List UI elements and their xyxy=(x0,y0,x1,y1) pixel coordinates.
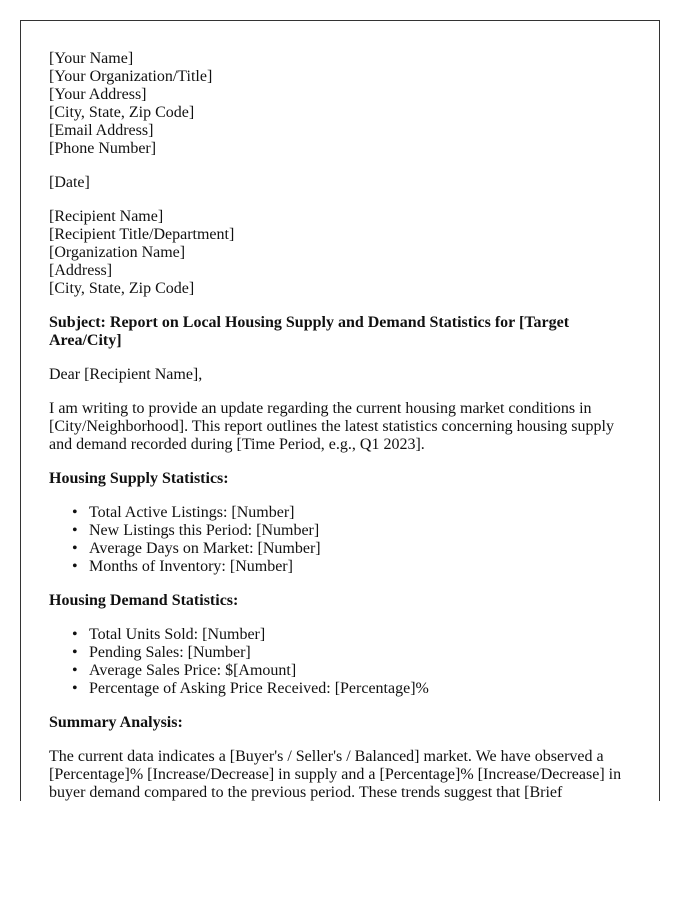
sender-address: [Your Address] xyxy=(49,86,147,103)
recipient-block xyxy=(49,208,639,298)
bullet-icon: • xyxy=(72,644,78,661)
intro-paragraph: I am writing to provide an update regarding the current housing market conditions in [City/Neighborhood]. This report outlines the latest statistics concerning housing supply and demand recorded during [Time Period, e.g., Q1 2023]. xyxy=(49,400,614,453)
list-item xyxy=(72,558,639,576)
list-item xyxy=(72,522,639,540)
subject-line: Subject: Report on Local Housing Supply and Demand Statistics for [Target Area/City] xyxy=(49,314,570,349)
demand-heading: Housing Demand Statistics: xyxy=(49,592,239,609)
sender-email: [Email Address] xyxy=(49,122,154,139)
bullet-icon: • xyxy=(72,680,78,697)
letter-date: [Date] xyxy=(49,174,90,191)
sender-block xyxy=(49,50,639,158)
supply-heading: Housing Supply Statistics: xyxy=(49,470,229,487)
list-item-text: Average Sales Price: $[Amount] xyxy=(89,662,297,679)
sender-organization: [Your Organization/Title] xyxy=(49,68,213,85)
bullet-icon: • xyxy=(72,504,78,521)
recipient-name: [Recipient Name] xyxy=(49,208,164,225)
recipient-organization: [Organization Name] xyxy=(49,244,186,261)
salutation: Dear [Recipient Name], xyxy=(49,366,203,383)
list-item-text: Total Units Sold: [Number] xyxy=(89,626,266,643)
summary-heading: Summary Analysis: xyxy=(49,714,183,731)
letter-content xyxy=(49,50,639,801)
bullet-icon: • xyxy=(72,626,78,643)
summary-paragraph: The current data indicates a [Buyer's / Seller's / Balanced] market. We have observed a [Percentage]% [Increase/Decrease] in supply and a [Percentage]% [Increase/Decrease] in buyer demand compared to the previous period. These trends suggest that [Brief xyxy=(49,748,622,801)
demand-list xyxy=(49,626,639,698)
bullet-icon: • xyxy=(72,662,78,679)
bullet-icon: • xyxy=(72,522,78,539)
list-item xyxy=(72,626,639,644)
bullet-icon: • xyxy=(72,540,78,557)
list-item xyxy=(72,644,639,662)
list-item-text: Total Active Listings: [Number] xyxy=(89,504,295,521)
list-item-text: New Listings this Period: [Number] xyxy=(89,522,320,539)
list-item xyxy=(72,504,639,522)
sender-name: [Your Name] xyxy=(49,50,134,67)
recipient-title: [Recipient Title/Department] xyxy=(49,226,235,243)
sender-city-state-zip: [City, State, Zip Code] xyxy=(49,104,195,121)
recipient-city-state-zip: [City, State, Zip Code] xyxy=(49,280,195,297)
bullet-icon: • xyxy=(72,558,78,575)
list-item-text: Percentage of Asking Price Received: [Percentage]% xyxy=(89,680,429,697)
list-item-text: Average Days on Market: [Number] xyxy=(89,540,321,557)
list-item xyxy=(72,662,639,680)
date-block xyxy=(49,174,639,192)
list-item-text: Pending Sales: [Number] xyxy=(89,644,251,661)
recipient-address: [Address] xyxy=(49,262,113,279)
sender-phone: [Phone Number] xyxy=(49,140,157,157)
list-item xyxy=(72,540,639,558)
supply-list xyxy=(49,504,639,576)
list-item-text: Months of Inventory: [Number] xyxy=(89,558,293,575)
list-item xyxy=(72,680,639,698)
letter-frame xyxy=(20,20,660,801)
